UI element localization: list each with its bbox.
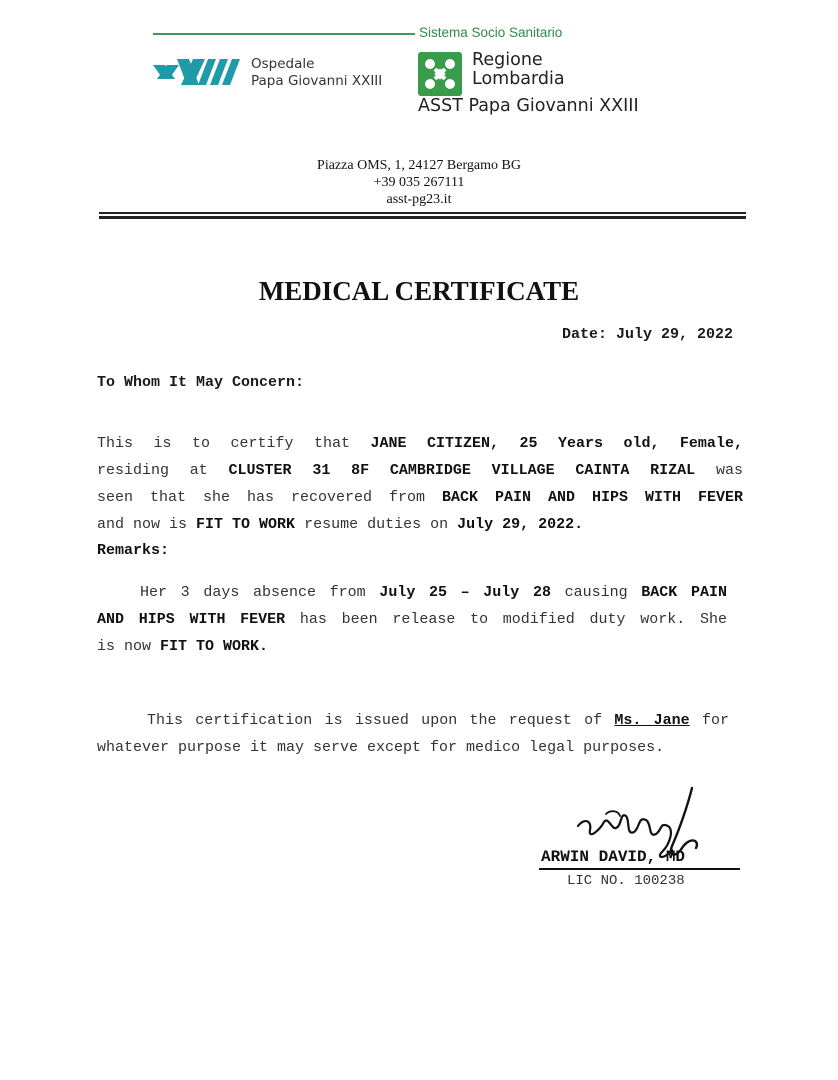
cert-word: is bbox=[153, 435, 172, 452]
hospital-name-line2: Papa Giovanni XXIII bbox=[251, 73, 383, 89]
hospital-phone: +39 035 267111 bbox=[373, 175, 465, 190]
remarks-condition-part2: AND HIPS WITH FEVER bbox=[97, 611, 286, 628]
region-name bbox=[472, 51, 565, 89]
system-label: Sistema Socio Sanitario bbox=[419, 25, 563, 40]
header-divider-line bbox=[153, 33, 415, 35]
cert-line-3 bbox=[97, 484, 743, 511]
region-name-line2: Lombardia bbox=[472, 69, 565, 89]
cert-line-2 bbox=[97, 457, 743, 484]
header-rule-thin bbox=[99, 212, 746, 214]
remarks-line-2 bbox=[97, 606, 727, 633]
cert-text: resume duties on bbox=[304, 516, 449, 533]
asst-name: ASST Papa Giovanni XXIII bbox=[418, 96, 639, 116]
remarks-text: Her 3 days absence from bbox=[140, 584, 366, 601]
hospital-name bbox=[251, 56, 382, 90]
requester-name: Ms. Jane bbox=[614, 712, 690, 729]
remarks-label: Remarks: bbox=[97, 542, 170, 559]
remarks-text: has been release to modified duty work. She bbox=[299, 611, 727, 628]
cert-text: residing at bbox=[97, 462, 208, 479]
purpose-line-1 bbox=[97, 707, 729, 734]
contact-block bbox=[0, 157, 838, 208]
license-number: LIC NO. 100238 bbox=[567, 873, 685, 889]
purpose-text: for bbox=[701, 712, 729, 729]
diagnosis: BACK PAIN AND HIPS WITH FEVER bbox=[442, 489, 743, 506]
date-label: Date: bbox=[561, 326, 607, 343]
salutation: To Whom It May Concern: bbox=[97, 374, 305, 391]
cert-word: to bbox=[192, 435, 211, 452]
hospital-name-line1: Ospedale bbox=[251, 56, 315, 72]
remarks-text: causing bbox=[564, 584, 628, 601]
cert-word: that bbox=[314, 435, 351, 452]
cert-word: certify bbox=[230, 435, 294, 452]
signatory-name: ARWIN DAVID, MD bbox=[541, 848, 686, 866]
resume-date: July 29, 2022. bbox=[457, 516, 584, 533]
header-rule-thick bbox=[99, 216, 746, 219]
patient-address: CLUSTER 31 8F CAMBRIDGE VILLAGE CAINTA RIZAL bbox=[228, 462, 696, 479]
patient-info: JANE CITIZEN, 25 Years old, Female, bbox=[370, 435, 743, 452]
signature-underline bbox=[539, 868, 740, 870]
remarks-status: FIT TO WORK. bbox=[160, 638, 269, 655]
purpose-line-2: whatever purpose it may serve except for medico legal purposes. bbox=[97, 739, 665, 756]
regione-lombardia-logo-icon bbox=[418, 52, 462, 96]
remarks-condition-part1: BACK PAIN bbox=[641, 584, 727, 601]
remarks-line-1 bbox=[97, 579, 727, 606]
remarks-paragraph bbox=[97, 579, 727, 660]
cert-text: was bbox=[715, 462, 743, 479]
document-title: MEDICAL CERTIFICATE bbox=[258, 276, 580, 306]
fitness-status: FIT TO WORK bbox=[196, 516, 296, 533]
cert-text: seen that she has recovered from bbox=[97, 489, 425, 506]
handwritten-signature-icon bbox=[566, 782, 706, 882]
date-value: July 29, 2022 bbox=[615, 326, 733, 343]
hospital-address: Piazza OMS, 1, 24127 Bergamo BG bbox=[317, 158, 521, 173]
hospital-xxiii-logo-icon bbox=[153, 57, 245, 87]
absence-range: July 25 – July 28 bbox=[379, 584, 551, 601]
certification-paragraph bbox=[97, 430, 743, 538]
cert-line-1 bbox=[97, 430, 743, 457]
cert-word: This bbox=[97, 435, 134, 452]
remarks-line-3 bbox=[97, 633, 727, 660]
certificate-date bbox=[562, 326, 733, 343]
hospital-website: asst-pg23.it bbox=[386, 192, 452, 207]
purpose-text: This certification is issued upon the request of bbox=[147, 712, 603, 729]
region-name-line1: Regione bbox=[472, 50, 543, 70]
remarks-text: is now bbox=[97, 638, 152, 655]
cert-line-4 bbox=[97, 511, 743, 538]
purpose-paragraph bbox=[97, 707, 729, 761]
cert-text: and now is bbox=[97, 516, 188, 533]
